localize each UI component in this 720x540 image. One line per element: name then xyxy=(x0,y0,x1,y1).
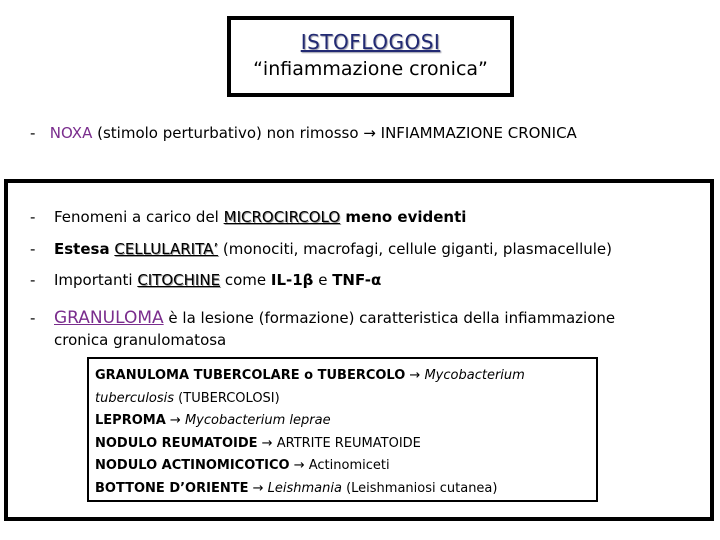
type-name: GRANULOMA TUBERCOLARE o TUBERCOLO xyxy=(95,368,406,383)
type-agent: Mycobacterium leprae xyxy=(184,413,331,428)
noxa-description: (stimolo perturbativo) non rimosso xyxy=(92,124,364,142)
noxa-dash: - xyxy=(30,124,36,142)
bullet-dash: - xyxy=(30,271,36,289)
granuloma-type-tubercolo-cont xyxy=(95,388,596,411)
bullet-text: Fenomeni a carico del xyxy=(54,208,224,226)
bullet-cellularita xyxy=(30,240,612,258)
bullet-text: come xyxy=(220,271,271,289)
type-disease: (TUBERCOLOSI) xyxy=(174,390,280,406)
bullet-dash: - xyxy=(30,208,36,226)
bullet-text: Importanti xyxy=(54,271,138,289)
bullet-citochine xyxy=(30,271,381,289)
arrow-right-icon: → xyxy=(405,368,425,383)
arrow-right-icon: → xyxy=(248,480,268,496)
bullet-microcircolo xyxy=(30,208,466,226)
tnfa-term: TNF-α xyxy=(332,271,382,289)
slide-subtitle: “infiammazione cronica” xyxy=(253,58,488,80)
type-disease: (Leishmaniosi cutanea) xyxy=(341,480,498,496)
noxa-statement xyxy=(30,124,710,142)
type-agent: tuberculosis xyxy=(95,390,175,406)
bullet-emphasis: meno evidenti xyxy=(340,208,467,226)
microcircolo-term: MICROCIRCOLO xyxy=(223,208,341,226)
granuloma-type-bottone xyxy=(95,478,596,501)
type-agent: Mycobacterium xyxy=(424,368,525,383)
citochine-term: CITOCHINE xyxy=(137,271,221,289)
type-name: BOTTONE D’ORIENTE xyxy=(95,480,249,496)
granuloma-types-box xyxy=(87,357,598,502)
bullet-text: è la lesione (formazione) caratteristica della infiammazione xyxy=(163,309,616,327)
slide-title: ISTOFLOGOSI xyxy=(300,30,441,54)
noxa-term: NOXA xyxy=(49,124,93,142)
bullet-emphasis: Estesa xyxy=(54,240,110,258)
bullet-dash: - xyxy=(30,309,36,327)
arrow-right-icon: → xyxy=(289,458,309,473)
bullet-dash: - xyxy=(30,240,36,258)
granuloma-type-actinomicotico xyxy=(95,455,596,478)
arrow-right-icon: → xyxy=(257,435,277,451)
granuloma-type-tubercolo xyxy=(95,365,596,388)
type-agent: Leishmania xyxy=(267,480,342,496)
features-box xyxy=(4,179,714,521)
bullet-text: (monociti, macrofagi, cellule giganti, plasmacellule) xyxy=(218,240,612,258)
arrow-right-icon: → xyxy=(363,124,376,142)
bullet-granuloma xyxy=(30,308,615,328)
granuloma-type-leproma xyxy=(95,410,596,433)
bullet-text: e xyxy=(313,271,333,289)
cellularita-term: CELLULARITA’ xyxy=(114,240,219,258)
type-name: NODULO REUMATOIDE xyxy=(95,435,258,451)
granuloma-term: GRANULOMA xyxy=(54,308,164,328)
granuloma-definition-cont: cronica granulomatosa xyxy=(54,331,227,349)
arrow-right-icon: → xyxy=(165,413,185,428)
type-disease: ARTRITE REUMATOIDE xyxy=(276,435,421,451)
title-box xyxy=(227,16,514,97)
noxa-result: INFIAMMAZIONE CRONICA xyxy=(375,124,577,142)
type-name: LEPROMA xyxy=(95,413,166,428)
granuloma-type-reumatoide xyxy=(95,433,596,456)
type-agent: Actinomiceti xyxy=(308,458,390,473)
il1b-term: IL-1β xyxy=(270,271,314,289)
type-name: NODULO ACTINOMICOTICO xyxy=(95,458,290,473)
